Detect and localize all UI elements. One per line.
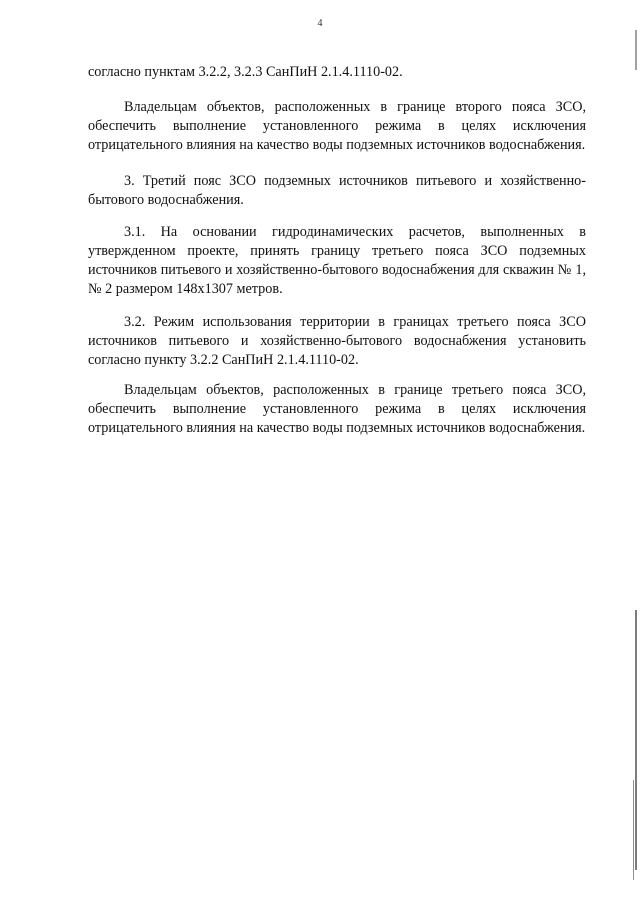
paragraph-continuation — [88, 63, 586, 82]
paragraph-text: 3. Третий пояс ЗСО подземных источников питьевого и хозяйственно-бытового водоснабжения. — [88, 173, 586, 208]
scan-edge-mark — [633, 780, 634, 880]
paragraph-3-1 — [88, 223, 586, 299]
paragraph-text: 3.2. Режим использования территории в границах третьего пояса ЗСО источников питьевого и хозяйственно-бытового водоснабжения установить согласно пункту 3.2.2 СанПиН 2.1.4.1110-02. — [88, 314, 586, 368]
paragraph-second-zone-owners — [88, 98, 586, 155]
paragraph-text: Владельцам объектов, расположенных в границе третьего пояса ЗСО, обеспечить выполнение установленного режима в целях исключения отрицательного влияния на качество воды подземных источников водоснабжения. — [88, 382, 586, 436]
paragraph-text: 3.1. На основании гидродинамических расчетов, выполненных в утвержденном проекте, принять границу третьего пояса ЗСО подземных источников питьевого и хозяйственно-бытового водоснабжения для скважин № 1, № 2 размером 148х1307 метров. — [88, 224, 586, 297]
scan-edge-mark — [635, 30, 637, 70]
section-heading-third-zone — [88, 172, 586, 210]
paragraph-text: согласно пунктам 3.2.2, 3.2.3 СанПиН 2.1.4.1110-02. — [88, 64, 403, 80]
paragraph-text: Владельцам объектов, расположенных в границе второго пояса ЗСО, обеспечить выполнение установленного режима в целях исключения отрицательного влияния на качество воды подземных источников водоснабжения. — [88, 99, 586, 153]
paragraph-3-2 — [88, 313, 586, 370]
scan-edge-mark — [635, 610, 637, 870]
page-number: 4 — [317, 18, 323, 29]
paragraph-third-zone-owners — [88, 381, 586, 438]
